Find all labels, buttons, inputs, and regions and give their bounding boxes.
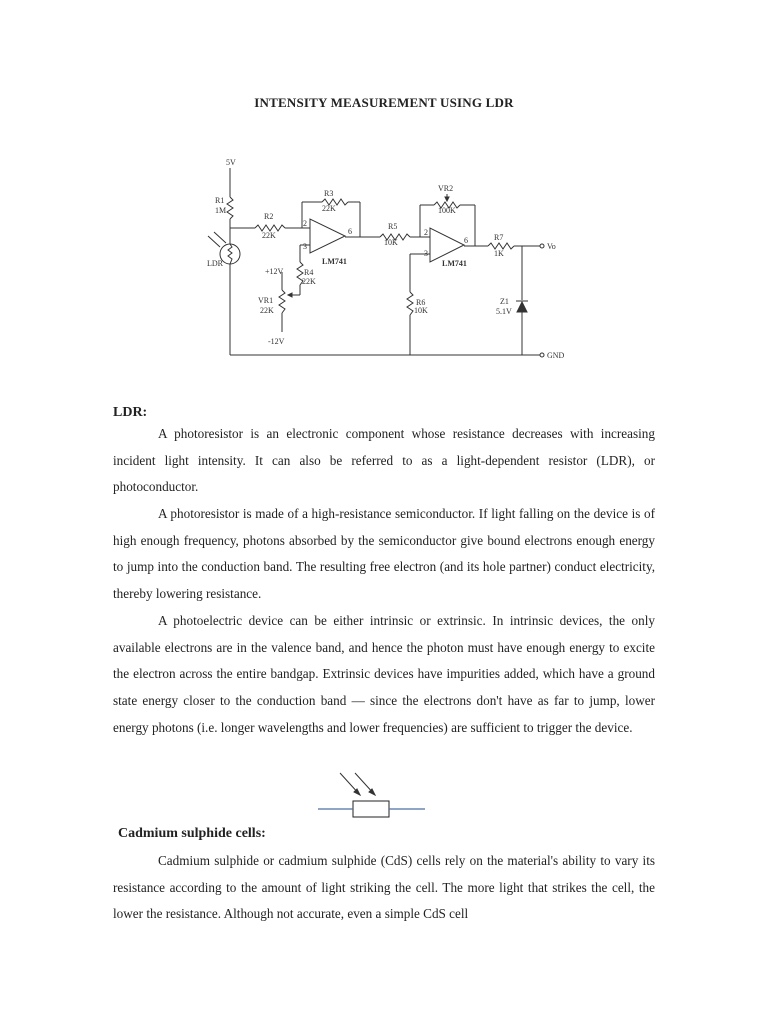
r6-label: R6 bbox=[416, 298, 426, 307]
r5-value: 10K bbox=[384, 238, 398, 247]
r1-resistor bbox=[227, 197, 233, 219]
pos-supply-label: +12V bbox=[265, 267, 284, 276]
opamp1-pin6: 6 bbox=[348, 227, 352, 236]
opamp-2 bbox=[430, 228, 464, 262]
r7-label: R7 bbox=[494, 233, 504, 242]
opamp1-pin3: 3 bbox=[303, 242, 307, 251]
vr2-label: VR2 bbox=[438, 184, 454, 193]
ldr-paragraph-1: A photoresistor is an electronic component whose resistance decreases with increasing incident light intensity. It can also be referred to as a light-dependent resistor (LDR), or photoconductor. bbox=[113, 426, 655, 495]
r1-value: 1M bbox=[215, 206, 227, 215]
ldr-heading: LDR: bbox=[113, 405, 148, 420]
z1-value: 5.1V bbox=[496, 307, 512, 316]
supply-label: 5V bbox=[226, 158, 236, 167]
ldr-label: LDR bbox=[207, 259, 223, 268]
zener-diode bbox=[517, 302, 527, 312]
vr2-value: 100K bbox=[438, 206, 456, 215]
opamp-1 bbox=[310, 219, 345, 253]
vr1-potentiometer bbox=[279, 290, 285, 313]
r1-label: R1 bbox=[215, 196, 225, 205]
r5-label: R5 bbox=[388, 222, 398, 231]
neg-supply-label: -12V bbox=[268, 337, 285, 346]
vr1-value: 22K bbox=[260, 306, 274, 315]
opamp2-pin3: 3 bbox=[424, 249, 428, 258]
cds-heading: Cadmium sulphide cells: bbox=[118, 826, 266, 841]
page-title: INTENSITY MEASUREMENT USING LDR bbox=[254, 95, 514, 110]
r4-label: R4 bbox=[304, 268, 314, 277]
vr1-label: VR1 bbox=[258, 296, 274, 305]
r7-value: 1K bbox=[494, 249, 504, 258]
r2-value: 22K bbox=[262, 231, 276, 240]
r6-value: 10K bbox=[414, 306, 428, 315]
ldr-paragraph-2: A photoresistor is made of a high-resistance semiconductor. If light falling on the device is of high enough frequency, photons absorbed by the semiconductor give bound electrons enough energy to jump into the conduction band. The resulting free electron (and its hole partner) conduct electricity, thereby lowering resistance. bbox=[113, 506, 655, 602]
r2-label: R2 bbox=[264, 212, 274, 221]
opamp1-pin2: 2 bbox=[303, 219, 307, 228]
ldr-symbol-icon bbox=[310, 765, 430, 825]
cds-paragraph: Cadmium sulphide or cadmium sulphide (CdS) cells rely on the material's ability to vary its resistance according to the amount of light striking the cell. The more light that strikes the cell, the lower the resistance. Although not accurate, even a simple CdS cell bbox=[113, 853, 655, 922]
r3-label: R3 bbox=[324, 189, 334, 198]
opamp2-pin2: 2 bbox=[424, 228, 428, 237]
z1-label: Z1 bbox=[500, 297, 509, 306]
opamp2-pin6: 6 bbox=[464, 236, 468, 245]
r3-value: 22K bbox=[322, 204, 336, 213]
ground-label: GND bbox=[547, 351, 565, 360]
ldr-paragraph-3: A photoelectric device can be either intrinsic or extrinsic. In intrinsic devices, the only available electrons are in the valence band, and hence the photon must have enough energy to excite the electron across the entire bandgap. Extrinsic devices have impurities added, which have a ground state energy closer to the conduction band — since the electrons don't have as far to jump, lower energy photons (i.e. longer wavelengths and lower frequencies) are sufficient to trigger the device. bbox=[113, 613, 655, 735]
r6-resistor bbox=[407, 292, 413, 315]
output-label: Vo bbox=[547, 242, 556, 251]
opamp2-label: LM741 bbox=[442, 259, 467, 268]
opamp1-label: LM741 bbox=[322, 257, 347, 266]
r4-value: 22K bbox=[302, 277, 316, 286]
ldr-circuit-diagram bbox=[0, 150, 768, 370]
